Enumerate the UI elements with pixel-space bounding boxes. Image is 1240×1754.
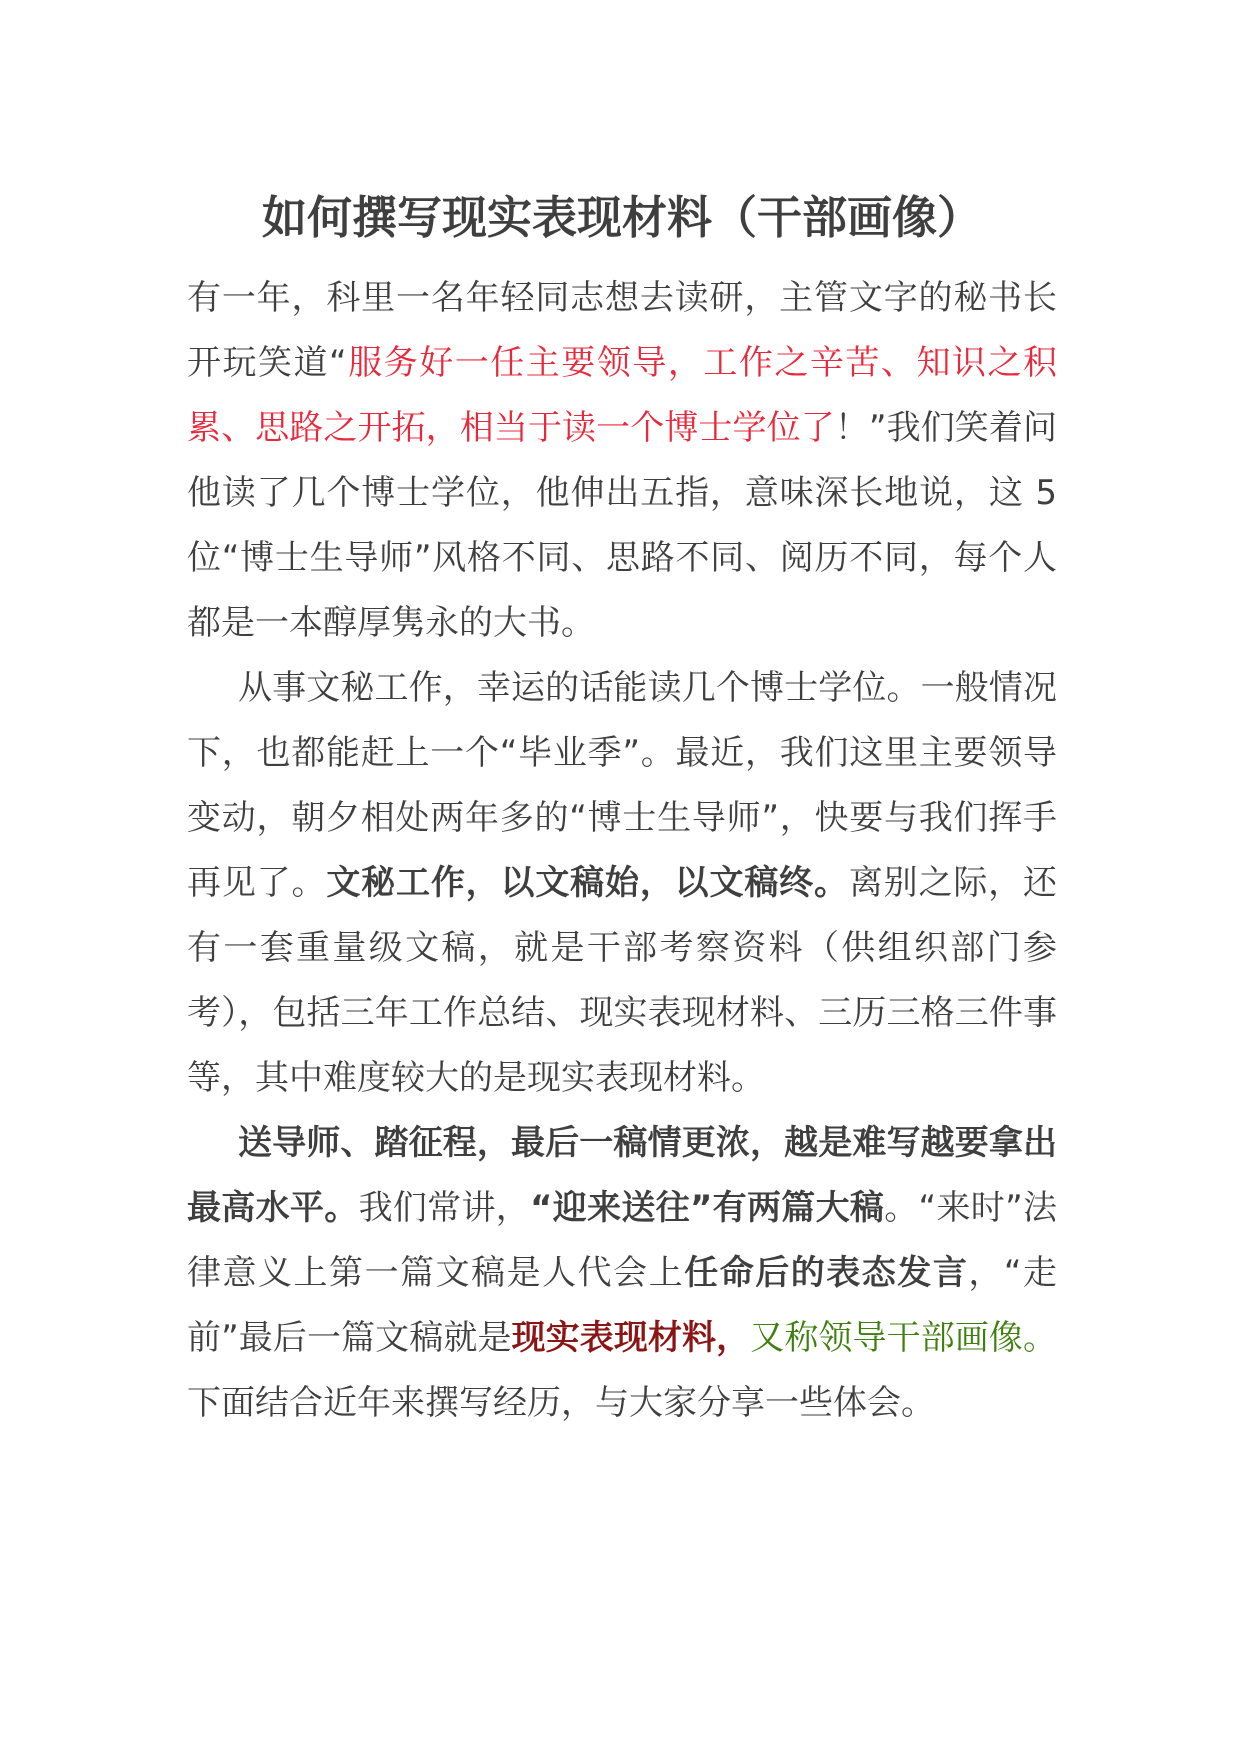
paragraph-3-text-1: 我们常讲，: [358, 1188, 531, 1228]
document-body: [187, 266, 1057, 1436]
paragraph-1-text-1: 有一年，科里一名年轻同志想去读研，主管文字的秘书长开玩笑道“: [187, 278, 1057, 383]
paragraph-3-green-phrase: 又称领导干部画像。: [750, 1318, 1058, 1358]
paragraph-2-bold-sentence: 文秘工作，以文稿始，以文稿终。: [326, 863, 849, 903]
paragraph-3-bold-phrase-2: 任命后的表态发言: [684, 1253, 969, 1293]
paragraph-3-text-3: ，“走前”最后一篇文稿就是: [187, 1253, 1057, 1358]
paragraph-3-darkred-phrase: 现实表现材料，: [511, 1318, 751, 1358]
paragraph-1: [187, 266, 1057, 656]
paragraph-3-text-2: 。“来时”法律意义上第一篇文稿是人代会上: [187, 1188, 1058, 1293]
paragraph-3-bold-lead: 送导师、踏征程，最后一稿情更浓，越是难写越要拿出最高水平。: [187, 1123, 1057, 1228]
paragraph-1-red-quote: 服务好一任主要领导，工作之辛苦、知识之积累、思路之开拓，相当于读一个博士学位了: [187, 343, 1057, 448]
paragraph-2: [187, 656, 1057, 1111]
paragraph-2-text-2: 离别之际，还有一套重量级文稿，就是干部考察资料（供组织部门参考），包括三年工作总结、现实表现材料、三历三格三件事等，其中难度较大的是现实表现材料。: [187, 863, 1058, 1098]
paragraph-2-text-1: 从事文秘工作，幸运的话能读几个博士学位。一般情况下，也都能赶上一个“毕业季”。最近，我们这里主要领导变动，朝夕相处两年多的“博士生导师”，快要与我们挥手再见了。: [187, 668, 1057, 903]
paragraph-3-text-4: 下面结合近年来撰写经历，与大家分享一些体会。: [187, 1383, 935, 1423]
paragraph-1-text-2: ！”我们笑着问他读了几个博士学位，他伸出五指，意味深长地说，这 5 位“博士生导师”风格不同、思路不同、阅历不同，每个人都是一本醇厚隽永的大书。: [187, 408, 1057, 643]
paragraph-3: [187, 1111, 1057, 1436]
paragraph-3-bold-phrase-1: “迎来送往”有两篇大稿: [530, 1188, 885, 1228]
document-title: 如何撰写现实表现材料（干部画像）: [261, 191, 982, 244]
